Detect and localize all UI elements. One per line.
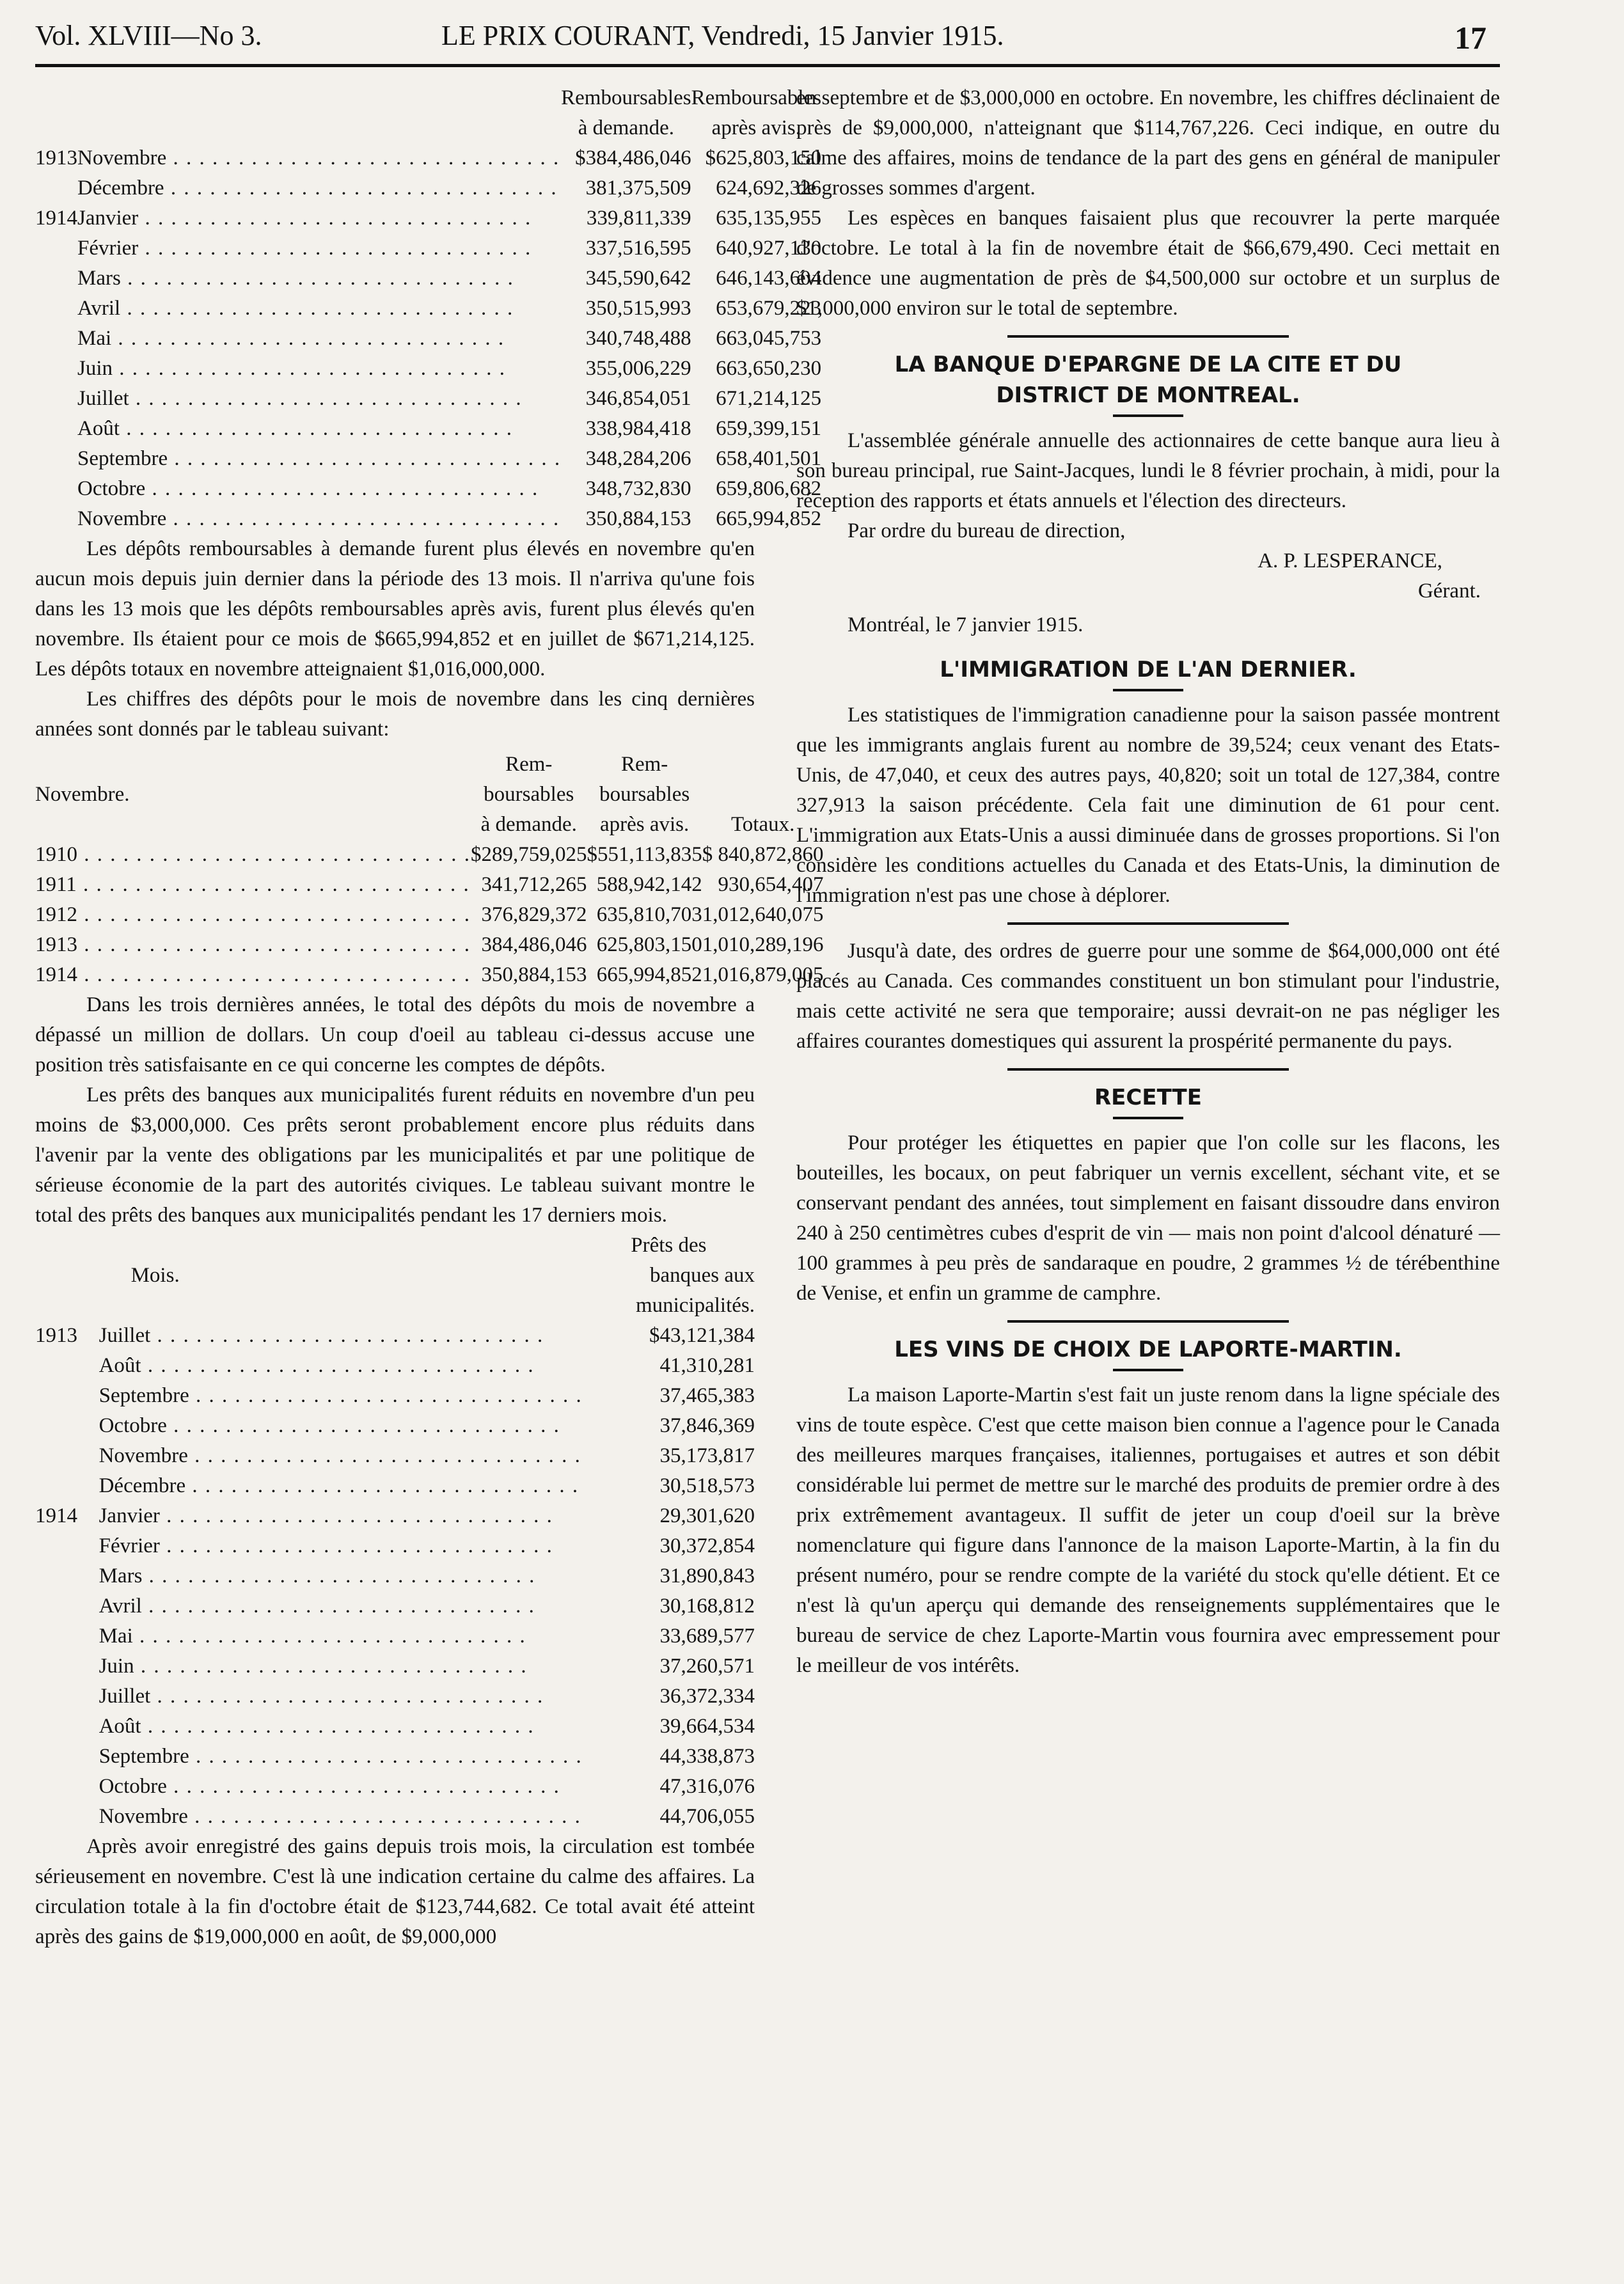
row-month bbox=[77, 354, 561, 384]
month-label: Septembre bbox=[77, 447, 168, 470]
section-divider bbox=[1007, 922, 1289, 925]
table-row bbox=[35, 1742, 755, 1772]
value-demand: 350,884,153 bbox=[585, 507, 691, 530]
november-table-header bbox=[35, 750, 824, 840]
table-row bbox=[35, 384, 821, 414]
header-rule bbox=[35, 64, 1500, 67]
paragraph-circulation: Après avoir enregistré des gains depuis trois mois, la circulation est tombée sérieusement en novembre. C'est là une indication certaine du calme des affaires. La circulation totale à la fin d'octobre était de $123,744,682. Ce total avait été atteint après des gains de $19,000,000 en août, de $9,000,000 bbox=[35, 1835, 755, 1948]
row-year bbox=[35, 1712, 99, 1742]
loans-head-value: Prêts des banques aux municipalités. bbox=[631, 1234, 755, 1317]
value-demand: 381,375,509 bbox=[585, 177, 691, 200]
immigration-body: Les statistiques de l'immigration canadienne pour la saison passée montrent que les immigrants anglais furent au nombre de 39,524; ceux venant des Etats-Unis, de 47,040, et ceux des autres pays, 40,820; soit un total de 127,384, contre 327,913 la saison précédente. Cela fait une diminution de 61 pour cent. L'immigration aux Etats-Unis a aussi diminuée dans de grosses proportions. Si l'on considère les conditions actuelles du Canada et des Etats-Unis, la diminution de l'immigration n'est pas une chose à déplorer. bbox=[796, 704, 1500, 907]
left-column bbox=[35, 83, 824, 1952]
value-loans: 29,301,620 bbox=[659, 1504, 755, 1527]
value-notice: 653,679,223 bbox=[716, 297, 822, 320]
month-label: Septembre bbox=[99, 1384, 189, 1407]
dot-leader bbox=[120, 297, 514, 320]
value-demand: 348,284,206 bbox=[585, 447, 691, 470]
dot-leader bbox=[150, 1324, 544, 1347]
november-head-demand: Rem- boursables à demande. bbox=[480, 753, 577, 836]
guerre-section bbox=[796, 936, 1500, 1057]
table-row bbox=[35, 900, 824, 930]
deposits-table bbox=[35, 83, 821, 534]
deposits-head-demand: Remboursables à demande. bbox=[561, 86, 691, 139]
value-demand: 345,590,642 bbox=[585, 267, 691, 290]
dot-leader bbox=[121, 267, 514, 290]
value-demand: 346,854,051 bbox=[585, 387, 691, 410]
month-label: Mars bbox=[99, 1564, 143, 1587]
row-year bbox=[35, 1772, 99, 1802]
dot-leader bbox=[134, 1655, 528, 1678]
value-notice: 671,214,125 bbox=[716, 387, 822, 410]
row-year bbox=[35, 264, 77, 294]
row-year bbox=[35, 324, 77, 354]
table-row bbox=[35, 1712, 755, 1742]
dot-leader bbox=[138, 237, 532, 260]
value-notice: 588,942,142 bbox=[596, 873, 702, 896]
table-row bbox=[35, 1441, 755, 1471]
paragraph-deposits-2: Les chiffres des dépôts pour le mois de novembre dans les cinq dernières années sont donnés par le tableau suivant: bbox=[35, 688, 755, 741]
section-divider bbox=[1007, 335, 1289, 338]
row-year: 1914 bbox=[35, 1504, 77, 1527]
value-demand: 337,516,595 bbox=[585, 237, 691, 260]
value-demand: $384,486,046 bbox=[575, 146, 691, 169]
value-loans: $43,121,384 bbox=[649, 1324, 755, 1347]
row-year bbox=[35, 233, 77, 264]
table-row bbox=[35, 1772, 755, 1802]
row-month bbox=[99, 1742, 583, 1772]
month-label: Avril bbox=[77, 297, 121, 320]
row-year bbox=[35, 1381, 99, 1411]
month-label: Février bbox=[99, 1534, 160, 1557]
table-row bbox=[35, 840, 824, 870]
table-row bbox=[35, 1531, 755, 1561]
table-row bbox=[35, 930, 824, 960]
row-year: 1913 bbox=[35, 146, 77, 169]
loans-table-header bbox=[35, 1231, 755, 1321]
title-rule bbox=[1113, 689, 1183, 691]
month-label: Janvier bbox=[99, 1504, 160, 1527]
month-label: Octobre bbox=[99, 1775, 167, 1798]
table-row bbox=[35, 233, 821, 264]
right-column bbox=[796, 83, 1500, 1681]
deposits-head-notice: Remboursables après avis. bbox=[691, 86, 822, 139]
dot-leader bbox=[168, 447, 561, 470]
row-month bbox=[77, 173, 561, 203]
year-label: 1912 bbox=[35, 903, 77, 926]
month-label: Février bbox=[77, 237, 139, 260]
row-month bbox=[77, 203, 561, 233]
title-rule bbox=[1113, 414, 1183, 417]
month-label: Septembre bbox=[99, 1745, 189, 1768]
value-loans: 31,890,843 bbox=[659, 1564, 755, 1587]
dot-leader bbox=[141, 1715, 535, 1738]
month-label: Mai bbox=[77, 327, 112, 350]
value-demand: 376,829,372 bbox=[481, 903, 587, 926]
table-row bbox=[35, 414, 821, 444]
value-loans: 30,168,812 bbox=[659, 1595, 755, 1618]
november-table-body bbox=[35, 840, 824, 990]
table-row bbox=[35, 960, 824, 990]
value-notice: 663,650,230 bbox=[716, 357, 822, 380]
value-loans: 37,465,383 bbox=[659, 1384, 755, 1407]
month-label: Juin bbox=[99, 1655, 134, 1678]
banque-title-line1: LA BANQUE D'EPARGNE DE LA CITE ET DU bbox=[894, 352, 1402, 377]
row-year bbox=[35, 1351, 99, 1381]
table-row bbox=[35, 1411, 755, 1441]
row-year bbox=[35, 1591, 99, 1621]
banque-date: Montréal, le 7 janvier 1915. bbox=[847, 613, 1084, 636]
value-notice: $625,803,150 bbox=[705, 146, 822, 169]
section-divider bbox=[1007, 1068, 1289, 1071]
banque-role: Gérant. bbox=[1417, 579, 1481, 603]
year-label: 1911 bbox=[35, 873, 77, 896]
value-notice: 646,143,604 bbox=[716, 267, 822, 290]
dot-leader bbox=[141, 1354, 535, 1377]
value-demand: 350,515,993 bbox=[585, 297, 691, 320]
table-row bbox=[35, 1681, 755, 1712]
row-month bbox=[77, 474, 561, 504]
month-label: Octobre bbox=[99, 1414, 167, 1437]
row-month bbox=[77, 414, 561, 444]
value-notice: 658,401,501 bbox=[716, 447, 822, 470]
value-total: 1,010,289,196 bbox=[702, 933, 824, 956]
banque-title-line2: DISTRICT DE MONTREAL. bbox=[996, 382, 1300, 408]
title-rule bbox=[1113, 1117, 1183, 1119]
dot-leader bbox=[188, 1444, 581, 1467]
table-row bbox=[35, 504, 821, 534]
dot-leader bbox=[142, 1595, 535, 1618]
row-year bbox=[35, 930, 471, 960]
vins-title: LES VINS DE CHOIX DE LAPORTE-MARTIN. bbox=[894, 1337, 1402, 1362]
paragraph-loans: Les prêts des banques aux municipalités furent réduits en novembre d'un peu moins de $3,000,000. Ces prêts seront probablement encore plus réduits dans l'avenir par la vente des obligations par les municipalités et par une politique de sérieuse économie de la part des autorités civiques. Le tableau suivant montre le total des prêts des banques aux municipalités pendant les 17 derniers mois. bbox=[35, 1083, 755, 1227]
row-year bbox=[35, 504, 77, 534]
immigration-section bbox=[796, 654, 1500, 911]
paragraph-deposits-1: Les dépôts remboursables à demande furent plus élevés en novembre qu'en aucun mois depuis juin dernier dans la période des 13 mois. Il n'arriva qu'une fois dans les 13 mois que les dépôts remboursables après avis, furent plus élevés qu'en novembre. Ils étaient pour ce mois de $665,994,852 et en juillet de $671,214,125. Les dépôts totaux en novembre atteignaient $1,016,000,000. bbox=[35, 537, 755, 681]
table-row bbox=[35, 203, 821, 233]
table-row bbox=[35, 294, 821, 324]
dot-leader bbox=[77, 873, 470, 896]
table-row bbox=[35, 474, 821, 504]
value-loans: 44,706,055 bbox=[659, 1805, 755, 1828]
value-demand: 350,884,153 bbox=[481, 963, 587, 986]
value-notice: 659,399,151 bbox=[716, 417, 822, 440]
month-label: Novembre bbox=[77, 507, 167, 530]
table-row bbox=[35, 1471, 755, 1501]
month-label: Décembre bbox=[77, 177, 164, 200]
month-label: Mars bbox=[77, 267, 121, 290]
row-month bbox=[77, 264, 561, 294]
row-year bbox=[35, 960, 471, 990]
immigration-title: L'IMMIGRATION DE L'AN DERNIER. bbox=[940, 657, 1357, 682]
banque-notice: L'assemblée générale annuelle des actionnaires de cette banque aura lieu à son bureau principal, rue Saint-Jacques, lundi le 8 février prochain, à midi, pour la réception des rapports et états annuels et l'élection des directeurs. bbox=[796, 429, 1500, 512]
row-month bbox=[77, 504, 561, 534]
deposits-table-body bbox=[35, 143, 821, 534]
month-label: Octobre bbox=[77, 477, 146, 500]
table-row bbox=[35, 173, 821, 203]
month-label: Août bbox=[99, 1715, 141, 1738]
dot-leader bbox=[142, 1564, 535, 1587]
row-year: 1914 bbox=[35, 207, 77, 230]
value-notice: 665,994,852 bbox=[716, 507, 822, 530]
row-month bbox=[77, 444, 561, 474]
row-month bbox=[99, 1531, 583, 1561]
row-year bbox=[35, 1681, 99, 1712]
row-month bbox=[77, 294, 561, 324]
month-label: Juillet bbox=[77, 387, 129, 410]
dot-leader bbox=[111, 327, 505, 350]
row-month bbox=[99, 1381, 583, 1411]
dot-leader bbox=[167, 1414, 560, 1437]
dot-leader bbox=[150, 1685, 544, 1708]
row-month bbox=[99, 1411, 583, 1441]
row-month bbox=[77, 233, 561, 264]
month-label: Mai bbox=[99, 1625, 133, 1648]
table-row bbox=[35, 1501, 755, 1531]
banque-section bbox=[796, 349, 1500, 640]
dot-leader bbox=[160, 1504, 553, 1527]
dot-leader bbox=[188, 1805, 581, 1828]
month-label: Novembre bbox=[99, 1805, 188, 1828]
value-notice: 635,810,703 bbox=[596, 903, 702, 926]
value-notice: 624,692,326 bbox=[716, 177, 822, 200]
dot-leader bbox=[138, 207, 532, 230]
row-month bbox=[99, 1681, 583, 1712]
row-month bbox=[77, 143, 561, 173]
value-loans: 37,260,571 bbox=[659, 1655, 755, 1678]
page-number: 17 bbox=[1455, 20, 1486, 56]
year-label: 1914 bbox=[35, 963, 77, 986]
month-label: Juillet bbox=[99, 1324, 151, 1347]
row-year bbox=[35, 1742, 99, 1772]
value-demand: 355,006,229 bbox=[585, 357, 691, 380]
row-month bbox=[99, 1561, 583, 1591]
table-row bbox=[35, 1802, 755, 1832]
dot-leader bbox=[77, 843, 471, 866]
loans-table-body bbox=[35, 1321, 755, 1832]
value-demand: 384,486,046 bbox=[481, 933, 587, 956]
value-demand: 341,712,265 bbox=[481, 873, 587, 896]
banque-signatory: A. P. LESPERANCE, bbox=[1257, 549, 1442, 572]
row-year bbox=[35, 474, 77, 504]
value-loans: 33,689,577 bbox=[659, 1625, 755, 1648]
row-month bbox=[99, 1501, 583, 1531]
dot-leader bbox=[113, 357, 506, 380]
value-notice: 640,927,130 bbox=[716, 237, 822, 260]
value-notice: 659,806,682 bbox=[716, 477, 822, 500]
value-loans: 41,310,281 bbox=[659, 1354, 755, 1377]
month-label: Août bbox=[99, 1354, 141, 1377]
row-year bbox=[35, 384, 77, 414]
guerre-body: Jusqu'à date, des ordres de guerre pour une somme de $64,000,000 ont été placés au Canada. Ces commandes constituent un bon stimulant pour l'industrie, mais cette activité ne sera que temporaire; aussi devrait-on ne pas négliger les affaires courantes domestiques qui assurent la prospérité permanente du pays. bbox=[796, 940, 1500, 1053]
month-label: Janvier bbox=[77, 207, 139, 230]
loans-table bbox=[35, 1231, 755, 1832]
value-notice: 665,994,852 bbox=[596, 963, 702, 986]
dot-leader bbox=[120, 417, 513, 440]
table-row bbox=[35, 1351, 755, 1381]
recette-body: Pour protéger les étiquettes en papier que l'on colle sur les flacons, les bouteilles, les bocaux, on peut fabriquer un vernis excellent, séchant vite, et se conservant pendant des années, tout simplement en faisant dissoudre dans environ 240 à 250 centimètres cubes d'esprit de vin — mais non point d'alcool dénaturé — 100 grammes à peu près de sandaraque en poudre, 2 grammes ½ de térébenthine de Venise, et enfin un gramme de camphre. bbox=[796, 1131, 1500, 1305]
dot-leader bbox=[189, 1745, 583, 1768]
value-demand: 340,748,488 bbox=[585, 327, 691, 350]
table-row bbox=[35, 354, 821, 384]
year-label: 1913 bbox=[35, 933, 77, 956]
row-month bbox=[99, 1321, 583, 1351]
row-month bbox=[99, 1621, 583, 1651]
dot-leader bbox=[185, 1474, 579, 1497]
value-demand: 339,811,339 bbox=[586, 207, 691, 230]
dot-leader bbox=[77, 933, 471, 956]
row-year bbox=[35, 1802, 99, 1832]
value-demand: 338,984,418 bbox=[585, 417, 691, 440]
value-total: 1,016,879,005 bbox=[702, 963, 824, 986]
title-rule bbox=[1113, 1369, 1183, 1371]
value-loans: 44,338,873 bbox=[659, 1745, 755, 1768]
row-year bbox=[35, 354, 77, 384]
row-year bbox=[35, 1561, 99, 1591]
value-loans: 47,316,076 bbox=[659, 1775, 755, 1798]
dot-leader bbox=[145, 477, 539, 500]
value-notice: 625,803,150 bbox=[596, 933, 702, 956]
deposits-table-header bbox=[35, 83, 821, 143]
month-label: Novembre bbox=[77, 146, 167, 169]
vins-section bbox=[796, 1334, 1500, 1681]
publication-title: LE PRIX COURANT, Vendredi, 15 Janvier 1915. bbox=[441, 20, 1004, 51]
month-label: Avril bbox=[99, 1595, 142, 1618]
dot-leader bbox=[133, 1625, 526, 1648]
table-row bbox=[35, 870, 824, 900]
value-notice: 635,135,955 bbox=[716, 207, 822, 230]
paragraph-cash: Les espèces en banques faisaient plus que recouvrer la perte marquée d'octobre. Le total à la fin de novembre était de $66,679,490. Ceci mettait en évidence une augmentation de près de $4,500,000 sur octobre et un surplus de $1,000,000 environ sur le total de septembre. bbox=[796, 207, 1500, 320]
recette-section bbox=[796, 1082, 1500, 1309]
dot-leader bbox=[77, 963, 471, 986]
value-total: 1,012,640,075 bbox=[702, 903, 824, 926]
value-notice: $551,113,835 bbox=[587, 843, 702, 866]
row-year bbox=[35, 444, 77, 474]
row-year bbox=[35, 173, 77, 203]
value-loans: 39,664,534 bbox=[659, 1715, 755, 1738]
row-year: 1913 bbox=[35, 1324, 77, 1347]
value-total: 930,654,407 bbox=[718, 873, 824, 896]
section-divider bbox=[1007, 1320, 1289, 1323]
dot-leader bbox=[166, 507, 560, 530]
row-year bbox=[35, 414, 77, 444]
month-label: Juin bbox=[77, 357, 113, 380]
month-label: Août bbox=[77, 417, 120, 440]
row-year bbox=[35, 840, 471, 870]
dot-leader bbox=[160, 1534, 553, 1557]
table-row bbox=[35, 1651, 755, 1681]
banque-order: Par ordre du bureau de direction, bbox=[847, 519, 1126, 542]
table-row bbox=[35, 1321, 755, 1351]
row-month bbox=[77, 324, 561, 354]
row-month bbox=[99, 1802, 583, 1832]
dot-leader bbox=[166, 146, 560, 169]
table-row bbox=[35, 324, 821, 354]
row-month bbox=[99, 1772, 583, 1802]
row-year bbox=[35, 900, 471, 930]
table-row bbox=[35, 1621, 755, 1651]
row-month bbox=[99, 1471, 583, 1501]
value-loans: 37,846,369 bbox=[659, 1414, 755, 1437]
value-loans: 36,372,334 bbox=[659, 1685, 755, 1708]
november-table bbox=[35, 750, 824, 990]
row-month bbox=[99, 1591, 583, 1621]
row-year bbox=[35, 294, 77, 324]
table-row bbox=[35, 143, 821, 173]
paragraph-deposits-3: Dans les trois dernières années, le total des dépôts du mois de novembre a dépassé un million de dollars. Un coup d'oeil au tableau ci-dessus accuse une position très satisfaisante en ce qui concerne les comptes de dépôts. bbox=[35, 993, 755, 1076]
row-year bbox=[35, 870, 471, 900]
row-month bbox=[77, 384, 561, 414]
row-month bbox=[99, 1441, 583, 1471]
row-month bbox=[99, 1712, 583, 1742]
month-label: Juillet bbox=[99, 1685, 151, 1708]
row-year bbox=[35, 1441, 99, 1471]
value-demand: 348,732,830 bbox=[585, 477, 691, 500]
value-loans: 30,372,854 bbox=[659, 1534, 755, 1557]
row-year bbox=[35, 1531, 99, 1561]
row-year bbox=[35, 1621, 99, 1651]
year-label: 1910 bbox=[35, 843, 77, 866]
table-row bbox=[35, 1381, 755, 1411]
dot-leader bbox=[164, 177, 558, 200]
month-label: Novembre bbox=[99, 1444, 188, 1467]
recette-title: RECETTE bbox=[1094, 1085, 1202, 1110]
row-month bbox=[99, 1651, 583, 1681]
dot-leader bbox=[129, 387, 523, 410]
volume-label: Vol. XLVIII—No 3. bbox=[35, 20, 262, 51]
table-row bbox=[35, 444, 821, 474]
row-year bbox=[35, 1411, 99, 1441]
loans-head-month: Mois. bbox=[130, 1264, 180, 1287]
row-month bbox=[99, 1351, 583, 1381]
vins-body: La maison Laporte-Martin s'est fait un juste renom dans la ligne spéciale des vins de toute espèce. C'est que cette maison bien connue a l'agence pour le Canada des meilleures marques françaises, italiennes, portugaises et autres et son débit considérable lui permet de mettre sur le marché des produits de premier ordre à des prix extrêmement avantageux. Il suffit de jeter un coup d'oeil sur la brève nomenclature qui figure dans l'annonce de la maison Laporte-Martin, à la fin du présent numéro, pour se rendre compte de la variété du stock qu'elle détient. Et ce n'est là qu'un aperçu qui demande des renseignements supplémentaires que le bureau de service de chez Laporte-Martin vous fournira avec empressement pour le meilleur de vos intérêts. bbox=[796, 1383, 1500, 1677]
value-notice: 663,045,753 bbox=[716, 327, 822, 350]
row-year bbox=[35, 1651, 99, 1681]
table-row bbox=[35, 1561, 755, 1591]
november-head-notice: Rem- boursables après avis. bbox=[599, 753, 690, 836]
row-year bbox=[35, 1471, 99, 1501]
november-head-total: Totaux. bbox=[730, 813, 795, 836]
month-label: Décembre bbox=[99, 1474, 186, 1497]
dot-leader bbox=[167, 1775, 560, 1798]
dot-leader bbox=[189, 1384, 583, 1407]
paragraph-circulation-cont: en septembre et de $3,000,000 en octobre. En novembre, les chiffres déclinaient de près de $9,000,000, n'atteignant que $114,767,226. Ceci indique, en outre du calme des affaires, moins de tendance de la part des gens en général de manipuler de grosses sommes d'argent. bbox=[796, 86, 1500, 200]
value-loans: 30,518,573 bbox=[659, 1474, 755, 1497]
dot-leader bbox=[77, 903, 471, 926]
value-total: $ 840,872,860 bbox=[702, 843, 824, 866]
table-row bbox=[35, 1591, 755, 1621]
value-loans: 35,173,817 bbox=[659, 1444, 755, 1467]
november-head-month: Novembre. bbox=[35, 783, 130, 806]
table-row bbox=[35, 264, 821, 294]
value-demand: $289,759,025 bbox=[471, 843, 587, 866]
